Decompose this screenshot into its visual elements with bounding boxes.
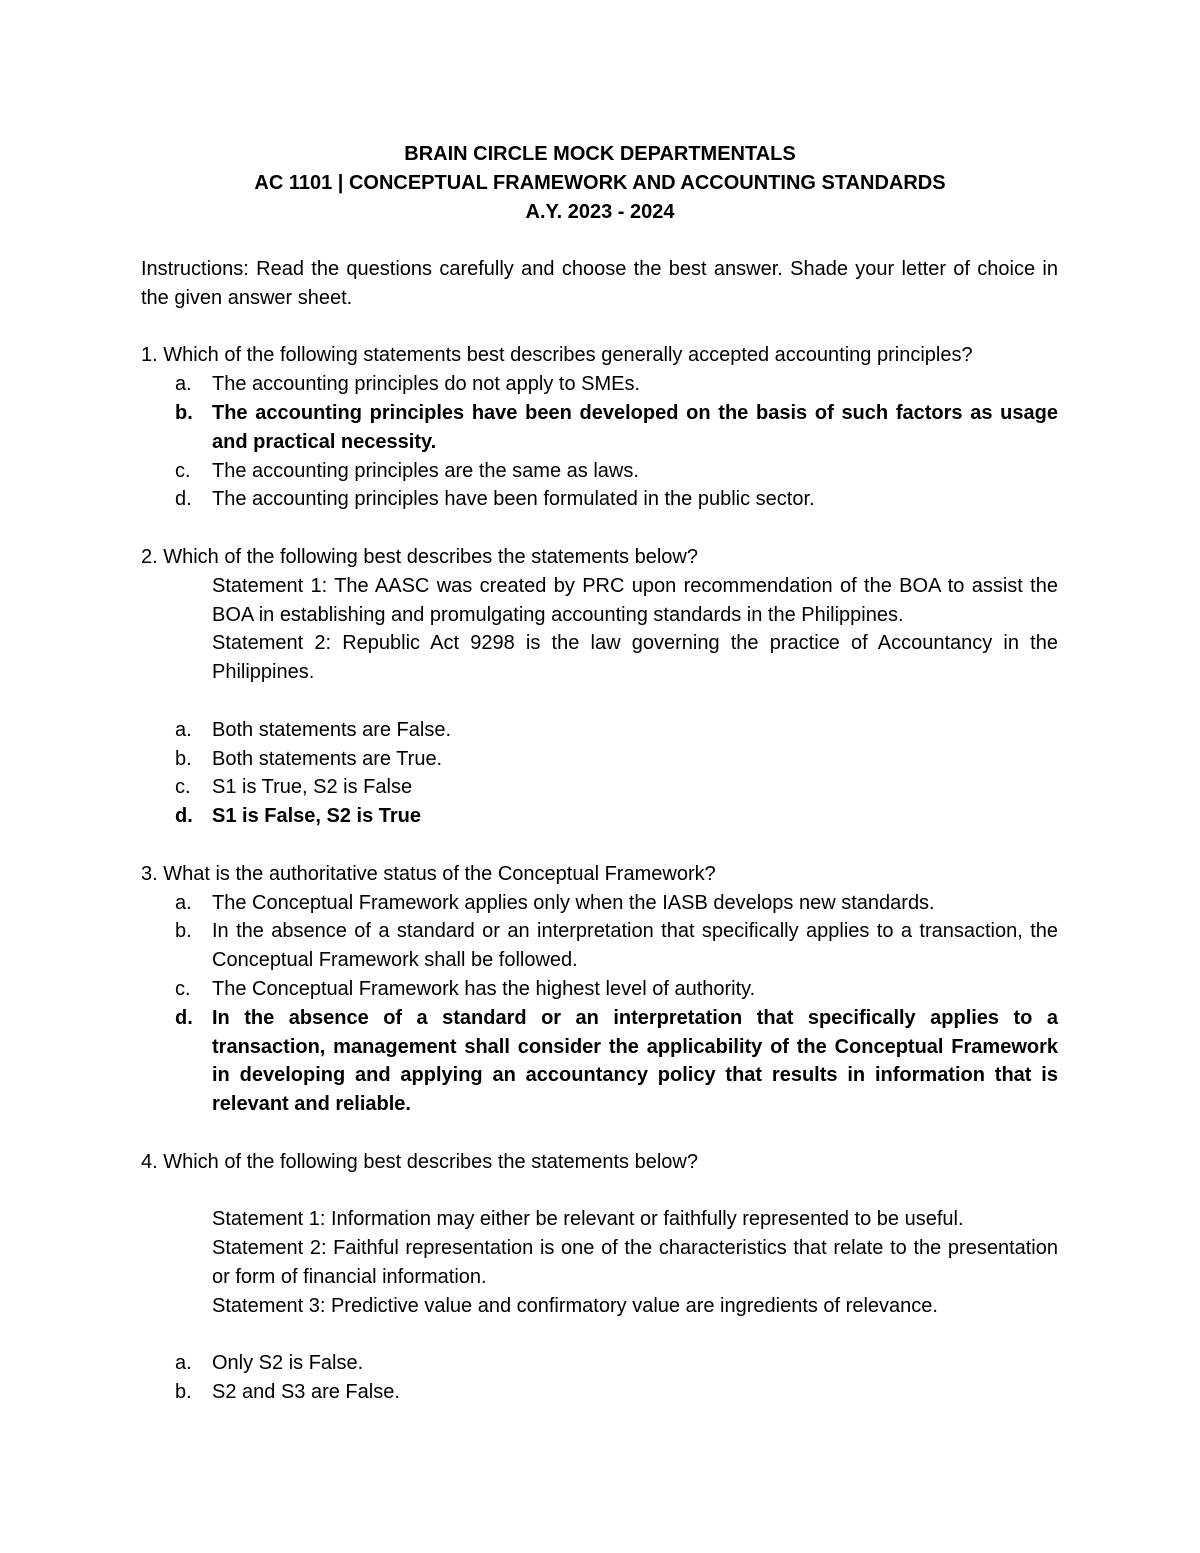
option-c [141, 773, 1058, 802]
option-letter: d. [175, 1006, 193, 1029]
option-letter: c. [175, 459, 191, 482]
instructions: Instructions: Read the questions carefully and choose the best answer. Shade your letter of choice in the given answer sheet. [141, 258, 1058, 309]
statement: Statement 3: Predictive value and confirmatory value are ingredients of relevance. [212, 1294, 938, 1317]
question-text: 3. What is the authoritative status of the Conceptual Framework? [141, 862, 716, 885]
option-text: The accounting principles are the same as laws. [212, 459, 639, 482]
option-letter: d. [175, 805, 193, 828]
option-text: The accounting principles do not apply to SMEs. [212, 373, 641, 396]
option-letter: a. [175, 1352, 192, 1375]
option-d-answer [141, 1004, 1058, 1119]
option-text: S1 is False, S2 is True [212, 805, 422, 828]
question-2 [141, 543, 1058, 831]
option-letter: c. [175, 977, 191, 1000]
document-body [141, 255, 1058, 1407]
option-b-answer [141, 399, 1058, 457]
option-text: Only S2 is False. [212, 1352, 364, 1375]
statement: Statement 1: The AASC was created by PRC upon recommendation of the BOA to assist the BOA in establishing and promulgating accounting standards in the Philippines. [212, 574, 1058, 626]
option-d [141, 485, 1058, 514]
option-letter: a. [175, 718, 192, 741]
option-text: Both statements are True. [212, 747, 443, 770]
statement: Statement 2: Faithful representation is one of the characteristics that relate to the presentation or form of financial information. [212, 1237, 1058, 1288]
option-text: In the absence of a standard or an interpretation that specifically applies to a transaction, the Conceptual Framework shall be followed. [212, 920, 1058, 972]
option-a [141, 1349, 1058, 1378]
question-3 [141, 860, 1058, 1119]
statement: Statement 1: Information may either be relevant or faithfully represented to be useful. [212, 1208, 964, 1231]
option-c [141, 975, 1058, 1004]
option-a [141, 716, 1058, 745]
option-text: The accounting principles have been formulated in the public sector. [212, 488, 815, 511]
question-text: 2. Which of the following best describes the statements below? [141, 545, 698, 568]
header-academic-year: A.Y. 2023 - 2024 [525, 200, 675, 223]
option-letter: a. [175, 373, 192, 396]
option-b [141, 1378, 1058, 1407]
option-text: In the absence of a standard or an interpretation that specifically applies to a transaction, management shall consider the applicability of the Conceptual Framework in developing and applying an accountancy policy that results in information that is relevant and reliable. [212, 1006, 1058, 1116]
option-letter: b. [175, 747, 192, 770]
option-letter: d. [175, 488, 192, 511]
option-c [141, 457, 1058, 486]
header-course: AC 1101 | CONCEPTUAL FRAMEWORK AND ACCOUNTING STANDARDS [254, 171, 946, 194]
header-title: BRAIN CIRCLE MOCK DEPARTMENTALS [404, 143, 796, 165]
document-header [0, 140, 1200, 226]
option-letter: c. [175, 776, 191, 799]
option-text: S1 is True, S2 is False [212, 776, 413, 799]
option-letter: a. [175, 891, 192, 914]
question-1 [141, 341, 1058, 514]
option-a [141, 889, 1058, 918]
option-text: Both statements are False. [212, 718, 452, 741]
option-letter: b. [175, 401, 193, 424]
option-b [141, 917, 1058, 975]
option-text: The accounting principles have been developed on the basis of such factors as usage and practical necessity. [212, 401, 1058, 453]
question-text: 4. Which of the following best describes the statements below? [141, 1150, 698, 1173]
option-letter: b. [175, 1381, 192, 1404]
option-text: The Conceptual Framework has the highest level of authority. [212, 977, 756, 1000]
option-text: S2 and S3 are False. [212, 1381, 400, 1404]
option-b [141, 745, 1058, 774]
question-text: 1. Which of the following statements best describes generally accepted accounting principles? [141, 344, 973, 367]
option-text: The Conceptual Framework applies only when the IASB develops new standards. [212, 891, 935, 914]
question-4 [141, 1148, 1058, 1407]
option-a [141, 370, 1058, 399]
option-d-answer [141, 802, 1058, 831]
option-letter: b. [175, 920, 192, 943]
statement: Statement 2: Republic Act 9298 is the law governing the practice of Accountancy in the Philippines. [212, 632, 1058, 684]
